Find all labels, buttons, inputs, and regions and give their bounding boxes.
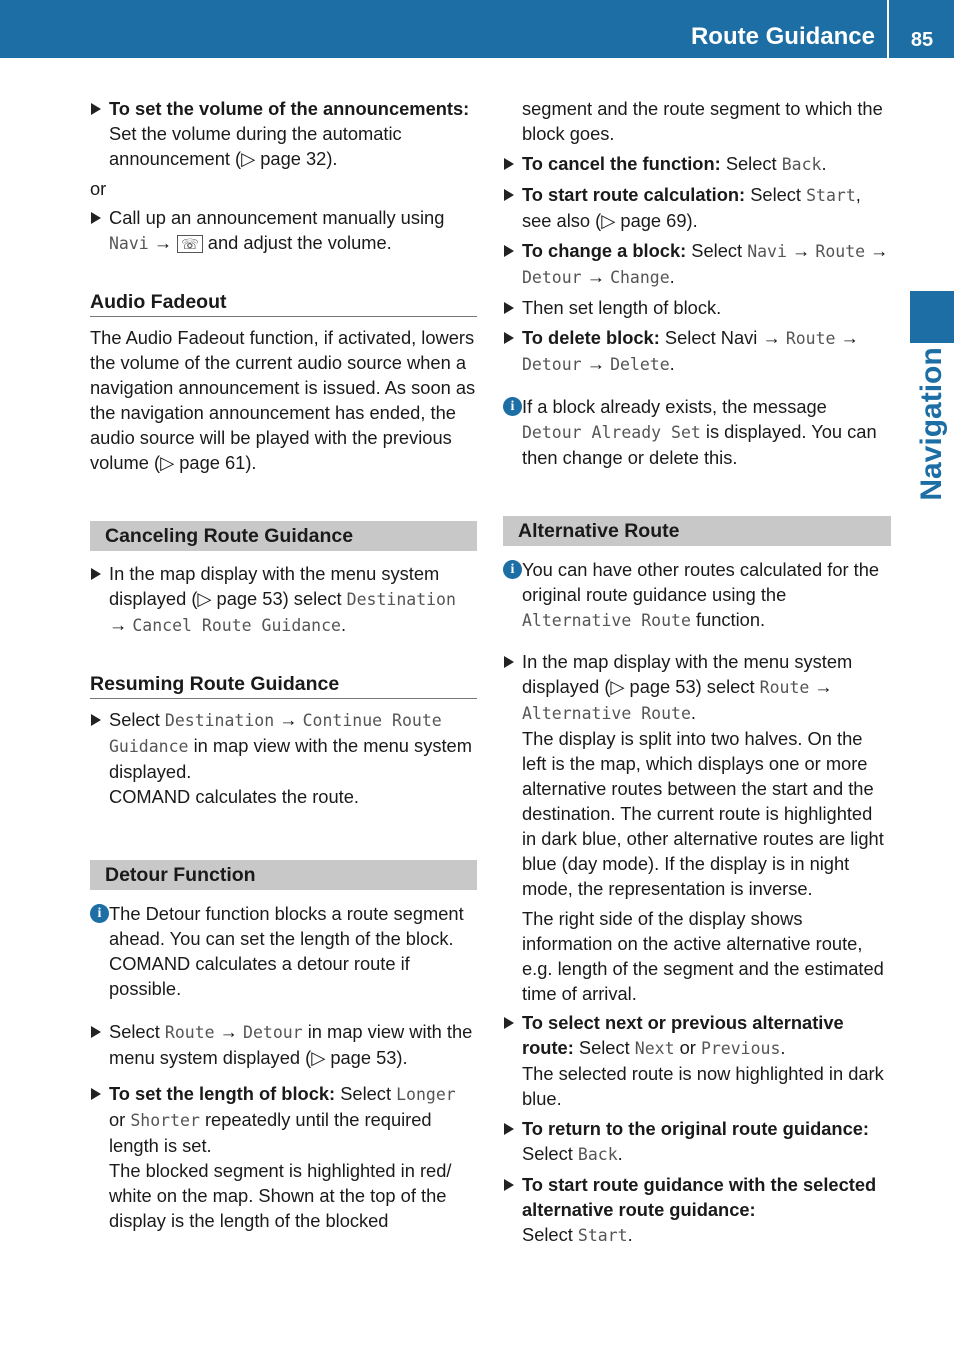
instruction-delete-block: To delete block: Select Navi → Route → Detour → Delete. [503,325,891,377]
instruction-change-block: To change a block: Select Navi → Route → Detour → Change. [503,238,891,290]
info-alternative-route: i You can have other routes calculated for the original route guidance using the Alternative Route function. [503,557,891,633]
instruction-select-alternative: In the map display with the menu system displayed (▷ page 53) select Route → Alternative Route. The display is split into two halves. On the left is the map, which displays one or more alternative routes between the start and the destination. The current route is highlighted in dark blue, other alternative routes are light blue (day mode). If the display is in night mode, the representation is inverse. [503,649,891,901]
instruction-return-original: To return to the original route guidance: Select Back. [503,1116,891,1167]
info-block-exists: i If a block already exists, the message Detour Already Set is displayed. You can then change or delete this. [503,394,891,470]
section-tab-label: Navigation [915,347,948,501]
instruction-set-length: Then set length of block. [503,295,891,320]
page-number: 85 [910,29,934,51]
instruction-cancel-function: To cancel the function: Select Back. [503,151,891,177]
instruction-cancel: In the map display with the menu system displayed (▷ page 53) select Destination → Cancel Route Guidance. [90,561,477,638]
left-column [90,96,477,1233]
info-icon: i [90,904,109,923]
announcement-icon: ☏ [177,235,203,253]
instruction-next-previous: To select next or previous alternative route: Select Next or Previous. The selected route is now highlighted in dark blue. [503,1010,891,1111]
info-icon: i [503,560,522,579]
heading-detour-function: Detour Function [90,860,477,890]
instruction-call-announcement: Call up an announcement manually using Navi → ☏ and adjust the volume. [90,205,477,257]
heading-canceling-route-guidance: Canceling Route Guidance [90,521,477,551]
or-text: or [90,178,107,199]
right-column [503,96,891,1248]
section-tab [910,291,954,343]
heading-audio-fadeout: Audio Fadeout [90,289,477,317]
instruction-block-length: To set the length of block: Select Longer or Shorter repeatedly until the required length is set. The blocked segment is highlighted in red/ white on the map. Shown at the top of the display is the length of the blocked [90,1081,477,1233]
paragraph-continued: segment and the route segment to which the block goes. [522,98,883,144]
instruction-volume: To set the volume of the announcements: Set the volume during the automatic announcement (▷ page 32). [90,96,477,171]
chapter-title: Route Guidance [690,23,875,50]
heading-alternative-route: Alternative Route [503,516,891,546]
paragraph-audio-fadeout: The Audio Fadeout function, if activated, lowers the volume of the current audio source when a navigation announcement is issued. As soon as the navigation announcement has ended, the audio source will be played with the previous volume (▷ page 61). [90,327,476,473]
instruction-start-calculation: To start route calculation: Select Start, see also (▷ page 69). [503,182,891,233]
instruction-start-guidance: To start route guidance with the selected alternative route guidance: Select Start. [503,1172,891,1248]
instruction-select-detour: Select Route → Detour in map view with the menu system displayed (▷ page 53). [90,1019,477,1070]
page-header [0,0,954,58]
heading-resuming-route-guidance: Resuming Route Guidance [90,671,477,699]
info-detour: i The Detour function blocks a route segment ahead. You can set the length of the block. COMAND calculates a detour route if possible. [90,901,477,1001]
info-icon: i [503,397,522,416]
instruction-resume: Select Destination → Continue Route Guidance in map view with the menu system displayed. COMAND calculates the route. [90,707,477,809]
header-divider [887,0,889,58]
paragraph-right-display: The right side of the display shows information on the active alternative route, e.g. length of the segment and the estimated time of arrival. [522,908,884,1004]
